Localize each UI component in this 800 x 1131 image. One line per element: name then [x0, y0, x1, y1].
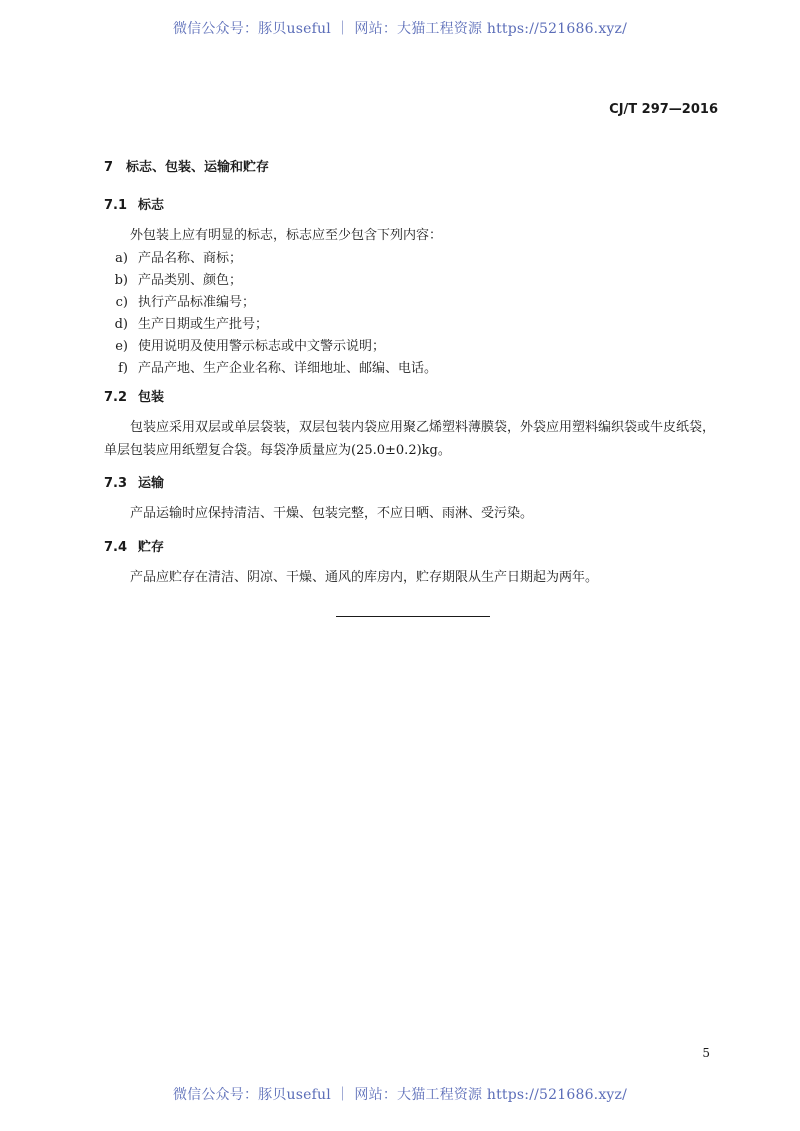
list-item	[104, 314, 437, 336]
section-7-3-heading	[104, 472, 164, 491]
list-item-mark: f)	[118, 361, 128, 376]
marking-list	[104, 248, 437, 380]
section-7-1-title: 标志	[138, 198, 165, 213]
standard-code: CJ/T 297—2016	[609, 102, 718, 117]
section-7-1-number: 7.1	[104, 198, 128, 213]
list-item	[104, 358, 437, 380]
section-7-title: 标志、包装、运输和贮存	[126, 160, 270, 175]
list-item-mark: d)	[114, 317, 128, 332]
section-7-1-heading	[104, 194, 164, 213]
section-7-3-text: 产品运输时应保持清洁、干燥、包装完整，不应日晒、雨淋、受污染。	[130, 506, 534, 521]
section-7-3-title: 运输	[138, 476, 165, 491]
section-7-3-number: 7.3	[104, 476, 128, 491]
section-7-2-heading	[104, 386, 164, 405]
section-7-2-title: 包装	[138, 390, 165, 405]
list-item-text: 产品类别、颜色；	[138, 273, 243, 288]
end-rule	[336, 616, 490, 617]
list-item-text: 执行产品标准编号；	[138, 295, 256, 310]
list-item-text: 使用说明及使用警示标志或中文警示说明；	[138, 339, 386, 354]
list-item	[104, 336, 437, 358]
section-7-1-intro: 外包装上应有明显的标志，标志应至少包含下列内容：	[130, 228, 443, 243]
page-number: 5	[702, 1046, 710, 1060]
list-item-mark: a)	[115, 251, 128, 266]
list-item-mark: b)	[114, 273, 128, 288]
list-item	[104, 270, 437, 292]
list-item	[104, 248, 437, 270]
list-item-text: 生产日期或生产批号；	[138, 317, 269, 332]
section-7-heading	[104, 156, 269, 175]
section-7-4-text: 产品应贮存在清洁、阴凉、干燥、通风的库房内，贮存期限从生产日期起为两年。	[130, 570, 599, 585]
watermark-bottom: 微信公众号：豚贝useful ｜ 网站：大猫工程资源 https://521686.xyz/	[172, 1087, 628, 1103]
section-7-4-number: 7.4	[104, 540, 128, 555]
section-7-2-text: 包装应采用双层或单层袋装，双层包装内袋应用聚乙烯塑料薄膜袋，外袋应用塑料编织袋或牛皮纸袋，单层包装应用纸塑复合袋。每袋净质量应为(25.0±0.2)kg。	[104, 420, 716, 458]
list-item-mark: c)	[115, 295, 128, 310]
list-item-text: 产品名称、商标；	[138, 251, 243, 266]
section-7-4-title: 贮存	[138, 540, 165, 555]
section-7-2-number: 7.2	[104, 390, 128, 405]
list-item-text: 产品产地、生产企业名称、详细地址、邮编、电话。	[138, 361, 438, 376]
list-item	[104, 292, 437, 314]
list-item-mark: e)	[115, 339, 128, 354]
section-7-number: 7	[104, 160, 114, 175]
watermark-top: 微信公众号：豚贝useful ｜ 网站：大猫工程资源 https://521686.xyz/	[172, 21, 628, 37]
section-7-4-heading	[104, 536, 164, 555]
